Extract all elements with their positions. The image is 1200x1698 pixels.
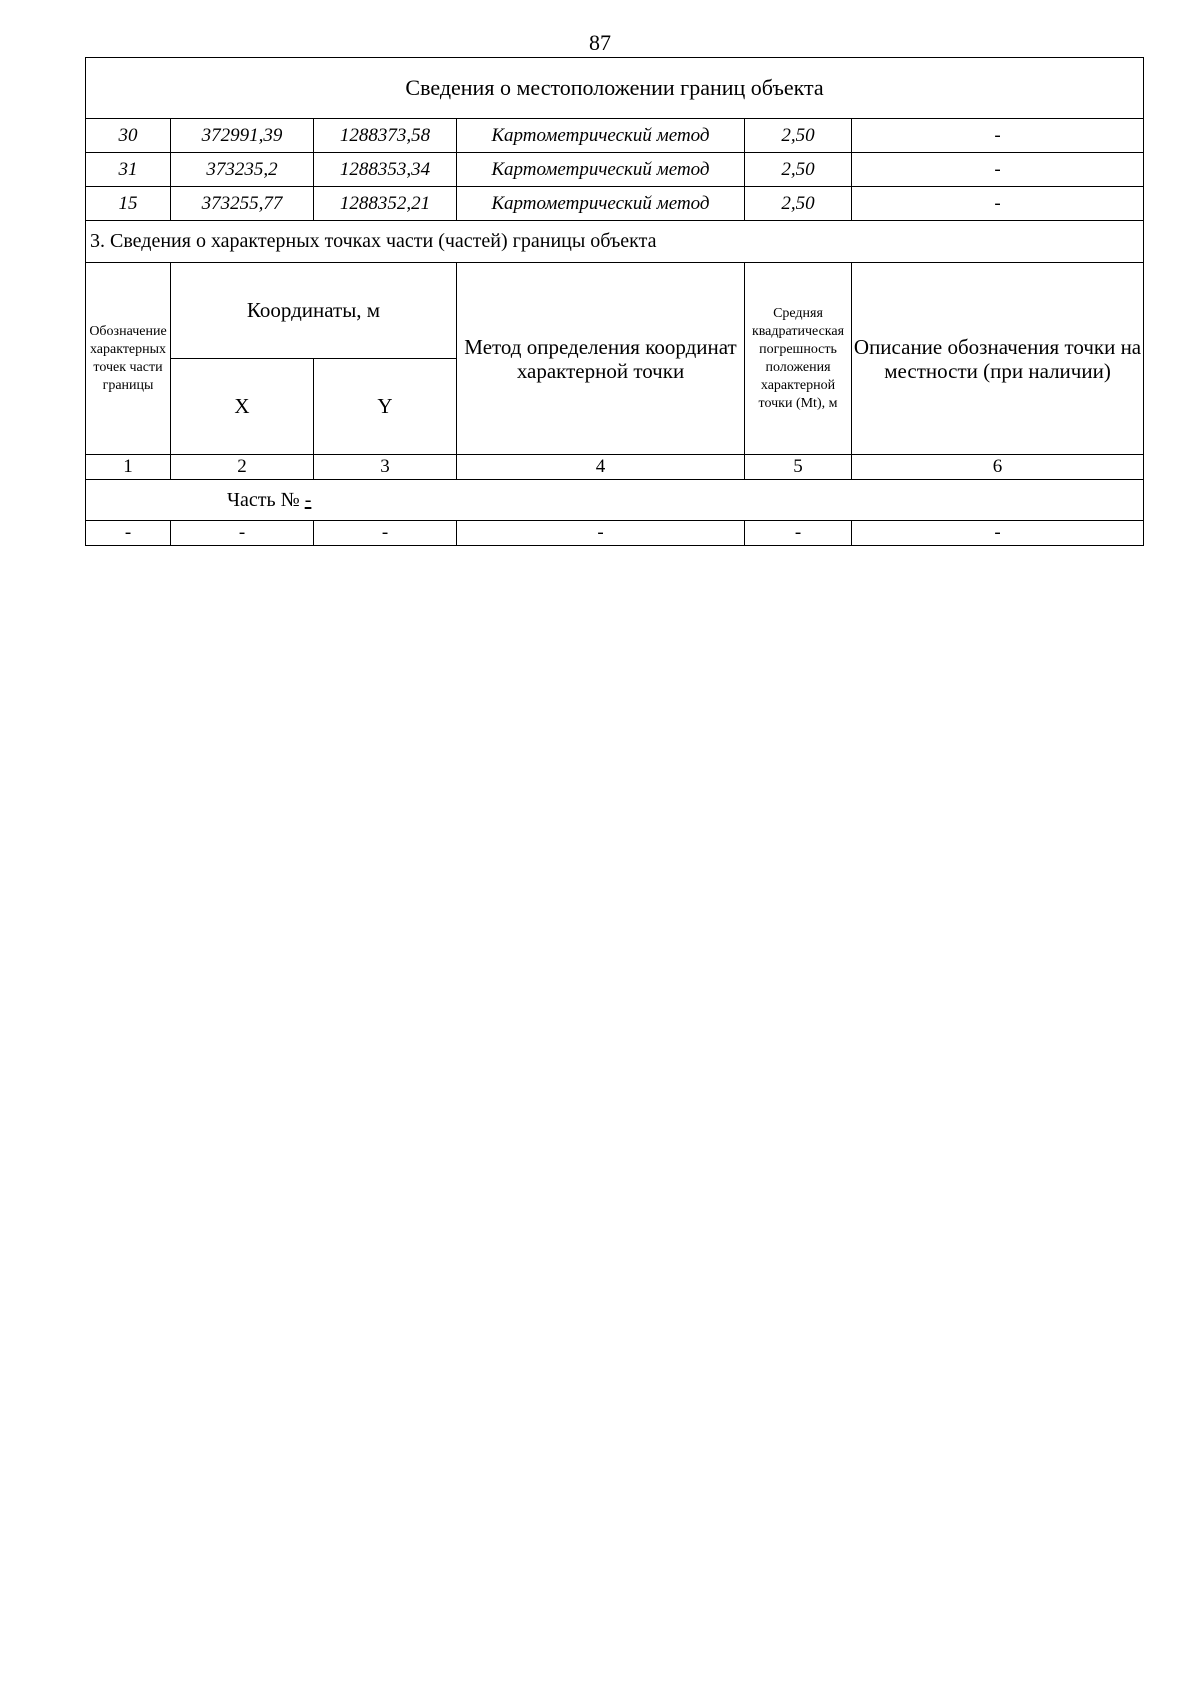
coord-y: 1288373,58: [314, 119, 457, 153]
empty-cell: -: [314, 521, 457, 546]
coord-x: 373255,77: [171, 187, 314, 221]
table-row: [86, 153, 1144, 187]
point-description: -: [852, 153, 1144, 187]
part-value: -: [304, 488, 312, 511]
empty-cell: -: [745, 521, 852, 546]
boundary-table: [85, 57, 1144, 546]
header-coordinates: Координаты, м: [171, 263, 457, 359]
table-row: [86, 521, 1144, 546]
empty-cell: -: [457, 521, 745, 546]
point-id: 15: [86, 187, 171, 221]
mt-error: 2,50: [745, 187, 852, 221]
coord-x: 373235,2: [171, 153, 314, 187]
header-method: Метод определения координат характерной точки: [457, 263, 745, 455]
table-row: [86, 187, 1144, 221]
point-description: -: [852, 187, 1144, 221]
mt-error: 2,50: [745, 119, 852, 153]
header-point-designation: Обозначение характерных точек части границы: [86, 263, 171, 455]
page-number: 87: [589, 30, 611, 55]
column-number: 2: [171, 455, 314, 480]
column-numbers-row: [86, 455, 1144, 480]
empty-cell: -: [171, 521, 314, 546]
method: Картометрический метод: [457, 119, 745, 153]
part-number-row: [86, 480, 1144, 521]
table-row: [86, 119, 1144, 153]
coord-y: 1288353,34: [314, 153, 457, 187]
section-3-title: 3. Сведения о характерных точках части (частей) границы объекта: [86, 221, 1144, 263]
mt-error: 2,50: [745, 153, 852, 187]
header-description: Описание обозначения точки на местности (при наличии): [852, 263, 1144, 455]
column-number: 4: [457, 455, 745, 480]
header-y: Y: [314, 359, 457, 455]
column-number: 5: [745, 455, 852, 480]
table-title: Сведения о местоположении границ объекта: [86, 58, 1144, 119]
column-number: 6: [852, 455, 1144, 480]
method: Картометрический метод: [457, 153, 745, 187]
point-description: -: [852, 119, 1144, 153]
column-number: 1: [86, 455, 171, 480]
coord-x: 372991,39: [171, 119, 314, 153]
header-mt-error: Средняя квадратическая погрешность положения характерной точки (Mt), м: [745, 263, 852, 455]
method: Картометрический метод: [457, 187, 745, 221]
coord-y: 1288352,21: [314, 187, 457, 221]
column-number: 3: [314, 455, 457, 480]
empty-cell: -: [852, 521, 1144, 546]
point-id: 30: [86, 119, 171, 153]
header-x: X: [171, 359, 314, 455]
empty-cell: -: [86, 521, 171, 546]
part-label: Часть №: [227, 488, 300, 511]
point-id: 31: [86, 153, 171, 187]
